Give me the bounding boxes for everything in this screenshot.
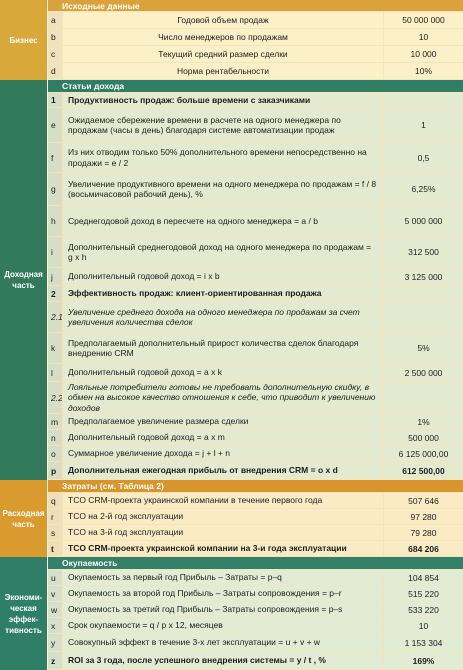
table-row: o Суммарное увеличение дохода = j + l + n 6 125 000,00 (48, 446, 463, 462)
section-header-source-data: Исходные данные (48, 0, 463, 12)
table-row: d Норма рентабельности 10% (48, 63, 463, 80)
table-row: y Совокупный эффект в течение 3-х лет эксплуатации = u + v + w 1 153 304 (48, 634, 463, 652)
section-header-expenses: Затраты (см. Таблица 2) (48, 480, 463, 493)
table-row: h Среднегодовой доход в пересчете на одного менеджера = a / b 5 000 000 (48, 206, 463, 237)
table-row: b Число менеджеров по продажам 10 (48, 29, 463, 46)
section-header-payback: Окупаемость (48, 557, 463, 570)
table-row: r TCO на 2-й год эксплуатации 97 280 (48, 509, 463, 525)
table-row: 2.2 Лояльные потребители готовы не требовать дополнительную скидку, в обмен на высокое качество отношения к себе, что приводит к увеличению доходов (48, 382, 463, 414)
table-row: v Окупаемость за второй год Прибыль – Затраты сопровождения = p–r 515 220 (48, 586, 463, 602)
table-row: i Дополнительный среднегодовой доход на одного менеджера по продажам = g x h 312 500 (48, 237, 463, 268)
table-row: m Предполагаемое увеличение размера сделки 1% (48, 414, 463, 430)
table-row: j Дополнительный годовой доход = i x b 3 125 000 (48, 268, 463, 286)
table-row: e Ожидаемое сбережение времени в расчете на одного менеджера по продажам (часы в день) благодаря системе автоматизации продаж 1 (48, 108, 463, 143)
section-label-efficiency: Экономи-ческая эффек-тивность (0, 557, 47, 670)
table-row: 2 Эффективность продаж: клиент-ориентированная продажа (48, 286, 463, 302)
section-label-business: Бизнес (0, 0, 47, 80)
table-row: 2.1 Увеличение среднего дохода на одного менеджера по продажам за счет увеличения количества сделок (48, 302, 463, 333)
table-row: a Годовой объем продаж 50 000 000 (48, 12, 463, 29)
table-row: g Увеличение продуктивного времени на одного менеджера по продажам = f / 8 (восьмичасовой рабочий день), % 6,25% (48, 173, 463, 206)
table-row: k Предполагаемый дополнительный прирост количества сделок благодаря внедрению CRM 5% (48, 333, 463, 364)
table-row: n Дополнительный годовой доход = a x m 500 000 (48, 430, 463, 446)
table-row: 1 Продуктивность продаж: больше времени с заказчиками (48, 93, 463, 108)
table-row: q TCO CRM-проекта украинской компании в течение первого года 507 646 (48, 493, 463, 509)
table-row: x Срок окупаемости = q / p x 12, месяцев 10 (48, 618, 463, 634)
table-row: f Из них отводим только 50% дополнительного времени непосредственно на продажи = e / 2 0,5 (48, 143, 463, 173)
table-row: w Окупаемость за третий год Прибыль – Затраты сопровождения = p–s 533 220 (48, 602, 463, 618)
section-header-income-items: Статьи дохода (48, 80, 463, 93)
section-label-income: Доходная часть (0, 80, 47, 480)
section-label-expenses: Расходная часть (0, 480, 47, 557)
table-row-total: t TCO CRM-проекта украинской компании на 3-и года эксплуатации 684 206 (48, 541, 463, 557)
table-row-total: p Дополнительная ежегодная прибыль от внедрения CRM = o x d 612 500,00 (48, 462, 463, 480)
table-row-total: z ROI за 3 года, после успешного внедрения системы = y / t , % 169% (48, 652, 463, 670)
table-row: l Дополнительный годовой доход = a x k 2 500 000 (48, 364, 463, 382)
table-row: s TCO на 3-й год эксплуатации 79 280 (48, 525, 463, 541)
table-row: u Окупаемость за первый год Прибыль – Затраты = p–q 104 854 (48, 570, 463, 586)
table-row: c Текущий средний размер сделки 10 000 (48, 46, 463, 63)
